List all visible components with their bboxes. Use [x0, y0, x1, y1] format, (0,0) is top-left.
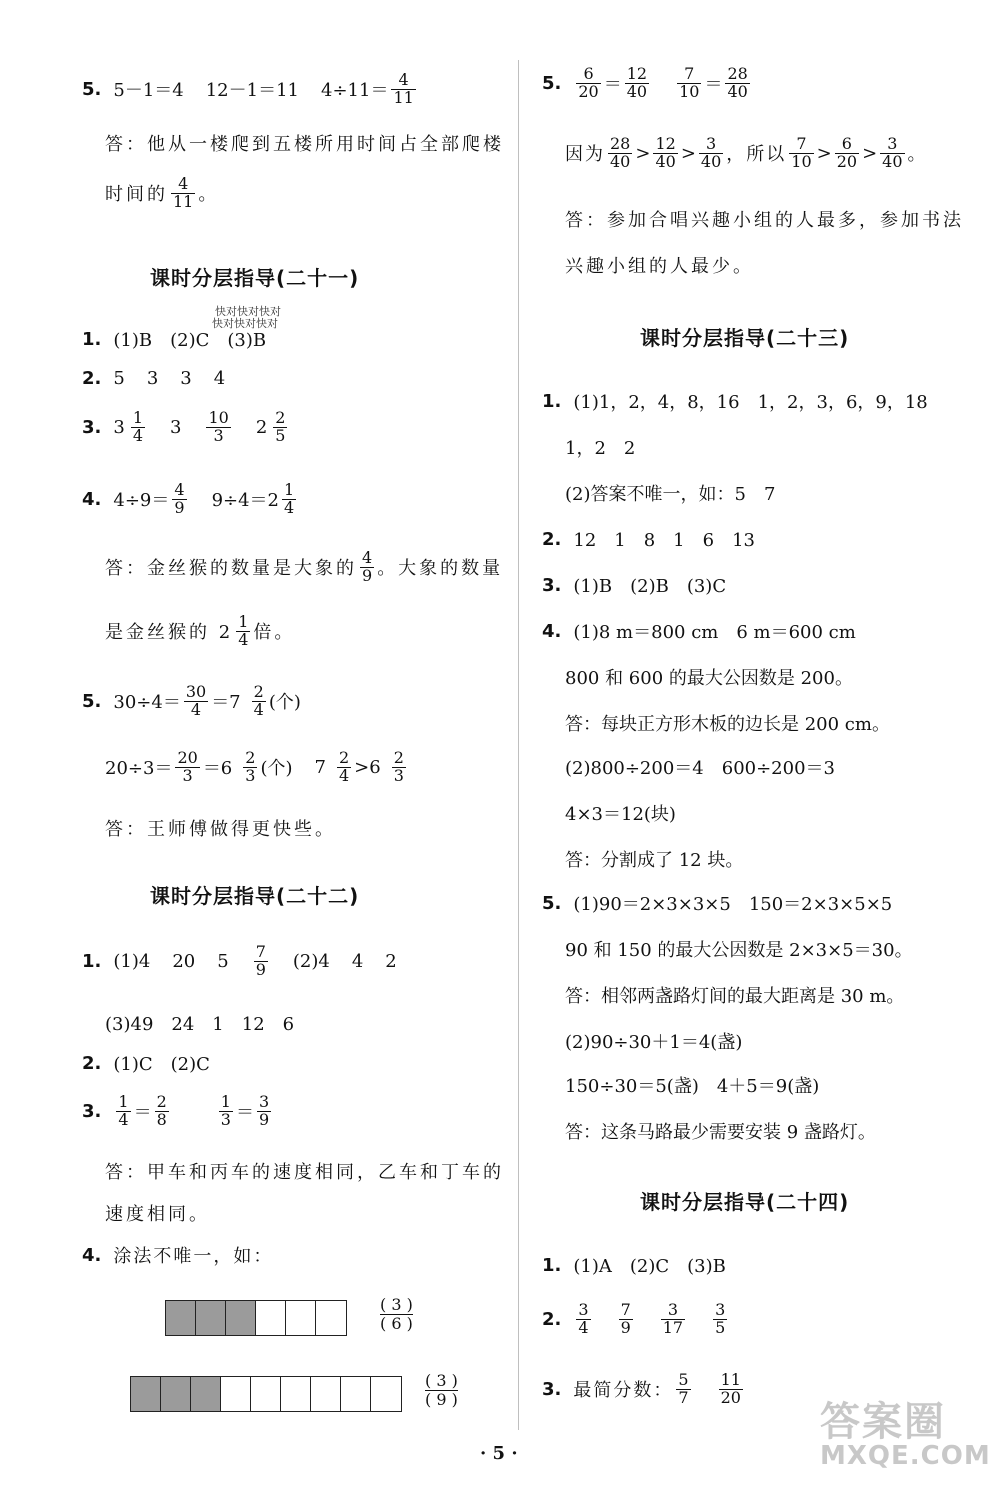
q23-4-line5: 4×3＝12(块): [565, 804, 676, 825]
answer-text: 答：参加合唱兴趣小组的人最多，参加书法: [565, 210, 964, 231]
q21-3: 3. 3 $\frac{1}{4}$ 3 $\frac{10}{3}$ 2 $\frac{2}{5}$: [82, 410, 290, 445]
grid-cell-shaded: [226, 1301, 256, 1335]
q23-1-line2: 1，2 2: [565, 438, 636, 459]
mixed-number: 2 $\frac{2}{5}$: [255, 408, 286, 445]
answer-text: 答：甲车和丙车的速度相同，乙车和丁车的: [105, 1162, 504, 1183]
q23-4: 4. (1)8 m＝800 cm 6 m＝600 cm: [542, 620, 856, 643]
expression: 12－1＝11: [205, 80, 299, 102]
grid-cell-empty: [341, 1377, 371, 1411]
fraction: $\frac{4}{11}$: [173, 174, 194, 211]
q23-1-line3: (2)答案不唯一，如：5 7: [565, 484, 776, 505]
shaded-grid-9: [130, 1376, 402, 1412]
q21-5-line2: 20÷3＝ $\frac{20}{3}$ ＝6 $\frac{2}{3}$ (个) 7 $\frac{2}{4}$ >6 $\frac{2}{3}$: [105, 748, 404, 785]
q23-4-line4: (2)800÷200＝4 600÷200＝3: [565, 758, 835, 779]
q24-3: 3. 最简分数： $\frac{5}{7}$ $\frac{11}{20}$: [542, 1370, 741, 1407]
grid-cell-empty: [286, 1301, 316, 1335]
answer-text: 兴趣小组的人最少。: [565, 256, 754, 277]
answer-text-line: 时间的 $\frac{4}{11}$ 。: [105, 174, 217, 211]
q23-5-line5: 150÷30＝5(盏) 4＋5＝9(盏): [565, 1076, 820, 1097]
fraction: $\frac{10}{3}$: [208, 408, 229, 445]
answer-text: 速度相同。: [105, 1204, 210, 1225]
q23-4-line2: 800 和 600 的最大公因数是 200。: [565, 668, 853, 689]
page-number: · 5 ·: [480, 1443, 518, 1464]
grid-cell-empty: [316, 1301, 346, 1335]
fraction: $\frac{4}{11}$: [393, 70, 414, 107]
q24-1: 1. (1)A (2)C (3)B: [542, 1254, 726, 1277]
expression: 4÷11＝: [321, 80, 389, 102]
q23-5: 5. (1)90＝2×3×3×5 150＝2×3×5×5: [542, 892, 893, 915]
q23-5-line6: 答：这条马路最少需要安装 9 盏路灯。: [565, 1122, 876, 1143]
q23-4-line6: 答：分割成了 12 块。: [565, 850, 744, 871]
section-title-22: 课时分层指导(二十二): [150, 884, 360, 908]
q23-2: 2. 12 1 8 1 6 13: [542, 528, 755, 551]
grid-cell-shaded: [166, 1301, 196, 1335]
watermark-logo: 答案圈 MXQE.COM: [820, 1399, 991, 1471]
q22-1: 1. (1)4 20 5 $\frac{7}{9}$ (2)4 4 2: [82, 942, 397, 979]
section-title-21: 课时分层指导(二十一): [150, 266, 360, 290]
grid-cell-shaded: [131, 1377, 161, 1411]
q21-1: 1. (1)B (2)C (3)B: [82, 328, 267, 351]
q21-4: 4. 4÷9＝ $\frac{4}{9}$ 9÷4＝2 $\frac{1}{4}$: [82, 480, 295, 517]
stamp-text: 快对快对快对: [215, 305, 281, 318]
section-title-23: 课时分层指导(二十三): [640, 326, 850, 350]
q21-2: 2. 5 3 3 4: [82, 368, 226, 389]
grid1-fraction: ( 3 ) ( 6 ): [380, 1295, 413, 1334]
grid-cell-shaded: [161, 1377, 191, 1411]
grid-cell-empty: [251, 1377, 281, 1411]
grid-cell-empty: [221, 1377, 251, 1411]
grid-cell-shaded: [191, 1377, 221, 1411]
r-because: 因为 $\frac{28}{40}$ > $\frac{12}{40}$ > $\frac{3}{40}$ ，所以 $\frac{7}{10}$ > $\frac{6}{20}$ > $\frac{3}{40}$ 。: [565, 134, 926, 171]
question-number: 5.: [82, 78, 102, 100]
expression: 5－1＝4: [113, 80, 184, 102]
q23-5-line3: 答：相邻两盏路灯间的最大距离是 30 m。: [565, 986, 905, 1007]
q23-3: 3. (1)B (2)B (3)C: [542, 574, 727, 597]
section-title-24: 课时分层指导(二十四): [640, 1190, 850, 1214]
answer-text: 答：王师傅做得更快些。: [105, 819, 336, 840]
grid-cell-shaded: [196, 1301, 226, 1335]
q22-2: 2. (1)C (2)C: [82, 1052, 210, 1075]
r-q5: 5. $\frac{6}{20}$ ＝ $\frac{12}{40}$ $\frac{7}{10}$ ＝ $\frac{28}{40}$: [542, 64, 748, 101]
grid2-fraction: ( 3 ) ( 9 ): [425, 1371, 458, 1410]
grid-cell-empty: [256, 1301, 286, 1335]
q21-5: 5. 30÷4＝ $\frac{30}{4}$ ＝7 $\frac{2}{4}$ (个): [82, 682, 301, 719]
stamp-text: 快对快对快对: [212, 317, 278, 330]
q24-2: 2. $\frac{3}{4}$ $\frac{7}{9}$ $\frac{3}{17}$ $\frac{3}{5}$: [542, 1300, 726, 1337]
mixed-number: 3 $\frac{1}{4}$: [113, 408, 144, 445]
grid-cell-empty: [311, 1377, 341, 1411]
q22-4: 4. 涂法不唯一，如：: [82, 1244, 274, 1267]
q21-4-answer-2: 是金丝猴的 2 $\frac{1}{4}$ 倍。: [105, 612, 296, 649]
q21-4-answer: 答：金丝猴的数量是大象的 $\frac{4}{9}$ 。大象的数量: [105, 548, 504, 585]
grid-cell-empty: [371, 1377, 401, 1411]
q23-5-line4: (2)90÷30＋1＝4(盏): [565, 1032, 743, 1053]
grid-cell-empty: [281, 1377, 311, 1411]
shaded-grid-6: [165, 1300, 347, 1336]
q22-3: 3. $\frac{1}{4}$ ＝ $\frac{2}{8}$ $\frac{1}{3}$ ＝ $\frac{3}{9}$: [82, 1092, 270, 1129]
column-divider: [518, 60, 519, 1430]
q23-5-line2: 90 和 150 的最大公因数是 2×3×5＝30。: [565, 940, 913, 961]
l-q5-line: [82, 72, 419, 107]
q23-4-line3: 答：每块正方形木板的边长是 200 cm。: [565, 714, 890, 735]
q22-1-line2: (3)49 24 1 12 6: [105, 1014, 295, 1035]
answer-text: 答：他从一楼爬到五楼所用时间占全部爬楼: [105, 134, 504, 155]
q23-1: 1. (1)1，2，4，8，16 1，2，3，6，9，18: [542, 390, 928, 413]
